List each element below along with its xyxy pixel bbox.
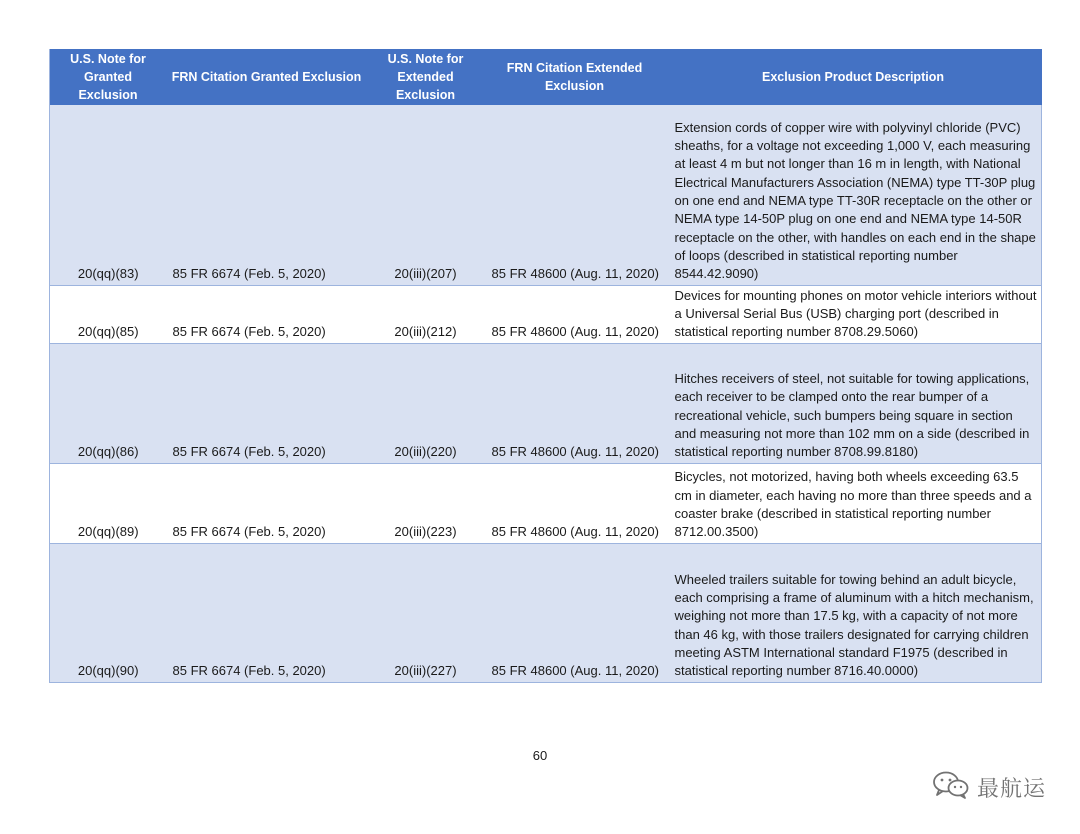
header-description: Exclusion Product Description [665,49,1042,105]
header-frn-granted: FRN Citation Granted Exclusion [167,49,367,105]
table-row [50,105,1042,285]
cell-frn-granted: 85 FR 6674 (Feb. 5, 2020) [167,343,367,463]
page-number: 60 [532,748,548,763]
watermark-text: 最航运 [976,777,1046,802]
header-note-granted: U.S. Note for Granted Exclusion [50,49,167,105]
cell-note-extended: 20(iii)(223) [367,463,485,543]
cell-note-granted: 20(qq)(85) [50,285,167,343]
cell-frn-extended: 85 FR 48600 (Aug. 11, 2020) [485,343,665,463]
cell-note-extended: 20(iii)(212) [367,285,485,343]
cell-note-extended: 20(iii)(220) [367,343,485,463]
cell-frn-granted: 85 FR 6674 (Feb. 5, 2020) [167,105,367,285]
cell-note-granted: 20(qq)(89) [50,463,167,543]
cell-note-granted: 20(qq)(83) [50,105,167,285]
table-header-row [50,49,1042,105]
cell-frn-extended: 85 FR 48600 (Aug. 11, 2020) [485,543,665,682]
cell-description: Bicycles, not motorized, having both wheels exceeding 63.5 cm in diameter, each having no more than three speeds and a coaster brake (described in statistical reporting number 8712.00.3500) [665,463,1042,543]
cell-frn-extended: 85 FR 48600 (Aug. 11, 2020) [485,285,665,343]
header-note-extended: U.S. Note for Extended Exclusion [367,49,485,105]
cell-description: Hitches receivers of steel, not suitable for towing applications, each receiver to be clamped onto the rear bumper of a recreational vehicle, such bumpers being square in section and measuring not more than 102 mm on a side (described in statistical reporting number 8708.99.8180) [665,343,1042,463]
cell-frn-extended: 85 FR 48600 (Aug. 11, 2020) [485,105,665,285]
cell-description: Wheeled trailers suitable for towing behind an adult bicycle, each comprising a frame of aluminum with a hitch mechanism, weighing not more than 17.5 kg, with a capacity of not more than 46 kg, with those trailers designated for carrying children meeting ASTM International standard F1975 (described in statistical reporting number 8716.40.0000) [665,543,1042,682]
table-row [50,343,1042,463]
table-row [50,543,1042,682]
cell-description: Extension cords of copper wire with polyvinyl chloride (PVC) sheaths, for a voltage not exceeding 1,000 V, each measuring at least 4 m but not longer than 16 m in length, with National Electrical Manufacturers Association (NEMA) type TT-30P plug on one end and NEMA type TT-30R receptacle on the other or NEMA type 14-50P plug on one end and NEMA type 14-50R receptacle on the other, with handles on each end in the shape of loops (described in statistical reporting number 8544.42.9090) [665,105,1042,285]
wechat-icon [931,770,971,805]
exclusion-table [49,49,1042,683]
cell-frn-extended: 85 FR 48600 (Aug. 11, 2020) [485,463,665,543]
table-row [50,285,1042,343]
watermark [931,770,1046,805]
cell-description: Devices for mounting phones on motor vehicle interiors without a Universal Serial Bus (USB) charging port (described in statistical reporting number 8708.29.5060) [665,285,1042,343]
cell-note-extended: 20(iii)(227) [367,543,485,682]
cell-frn-granted: 85 FR 6674 (Feb. 5, 2020) [167,543,367,682]
cell-note-granted: 20(qq)(86) [50,343,167,463]
cell-frn-granted: 85 FR 6674 (Feb. 5, 2020) [167,463,367,543]
table-row [50,463,1042,543]
cell-note-extended: 20(iii)(207) [367,105,485,285]
cell-frn-granted: 85 FR 6674 (Feb. 5, 2020) [167,285,367,343]
header-frn-extended: FRN Citation Extended Exclusion [485,49,665,105]
cell-note-granted: 20(qq)(90) [50,543,167,682]
